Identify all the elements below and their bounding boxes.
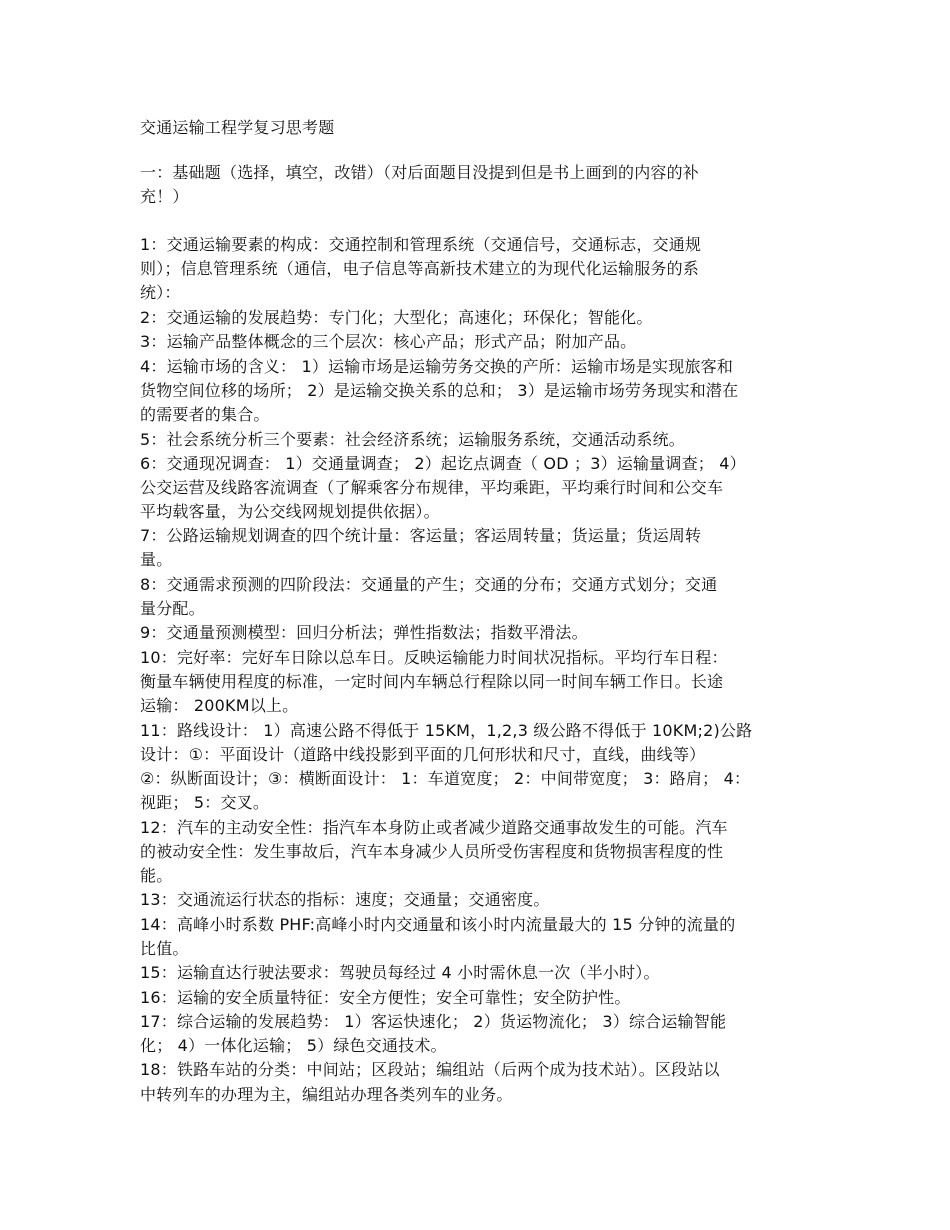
text-line: 15：运输直达行驶法要求：驾驶员每经过 4 小时需休息一次（半小时）。 <box>140 963 660 982</box>
document-title: 交通运输工程学复习思考题 <box>140 118 335 137</box>
text-line: 公交运营及线路客流调查（了解乘客分布规律，平均乘距，平均乘行时间和公交车 <box>140 478 724 497</box>
text-line: 中转列车的办理为主，编组站办理各类列车的业务。 <box>140 1085 513 1104</box>
text-line: 量分配。 <box>140 599 205 618</box>
text-line: 化； 4）一体化运输； 5）绿色交通技术。 <box>140 1036 447 1055</box>
text-line: 的被动安全性：发生事故后，汽车本身减少人员所受伤害程度和货物损害程度的性 <box>140 842 724 861</box>
text-line: 18：铁路车站的分类：中间站；区段站；编组站（后两个成为技术站）。区段站以 <box>140 1060 720 1079</box>
text-line: 平均载客量，为公交线网规划提供依据）。 <box>140 502 440 521</box>
text-line: 能。 <box>140 866 173 885</box>
text-line: 16：运输的安全质量特征：安全方便性；安全可靠性；安全防护性。 <box>140 988 631 1007</box>
text-line: 的需要者的集合。 <box>140 405 270 424</box>
text-line: 8：交通需求预测的四阶段法：交通量的产生；交通的分布；交通方式划分；交通 <box>140 575 718 594</box>
text-line: 14：高峰小时系数 PHF:高峰小时内交通量和该小时内流量最大的 15 分钟的流量的 <box>140 915 736 934</box>
text-line: 比值。 <box>140 939 189 958</box>
text-line: 13：交通流运行状态的指标：速度；交通量；交通密度。 <box>140 890 550 909</box>
text-line: 统）： <box>140 283 181 302</box>
text-line: 货物空间位移的场所； 2）是运输交换关系的总和； 3）是运输市场劳务现实和潜在 <box>140 381 739 400</box>
text-line: 7：公路运输规划调查的四个统计量：客运量；客运周转量；货运量；货运周转 <box>140 526 702 545</box>
text-line: 衡量车辆使用程度的标准，一定时间内车辆总行程除以同一时间车辆工作日。长途 <box>140 672 724 691</box>
text-line: 视距； 5：交叉。 <box>140 793 270 812</box>
text-line: 10：完好率：完好车日除以总车日。反映运输能力时间状况指标。平均行车日程： <box>140 648 728 667</box>
text-line: 一：基础题（选择，填空，改错）（对后面题目没提到但是书上画到的内容的补 <box>140 163 700 182</box>
text-line: 1：交通运输要素的构成：交通控制和管理系统（交通信号，交通标志，交通规 <box>140 235 702 254</box>
text-line: 充！） <box>140 187 189 206</box>
text-line: 4：运输市场的含义： 1）运输市场是运输劳务交换的产所：运输市场是实现旅客和 <box>140 357 734 376</box>
text-line: ②：纵断面设计；③：横断面设计： 1：车道宽度； 2：中间带宽度； 3：路肩； 4： <box>140 769 751 788</box>
text-line: 11：路线设计： 1）高速公路不得低于 15KM，1,2,3 级公路不得低于 10KM;2)公路 <box>140 721 753 740</box>
text-line: 设计：①：平面设计（道路中线投影到平面的几何形状和尺寸，直线，曲线等） <box>140 745 706 764</box>
text-line: 9：交通量预测模型：回归分析法；弹性指数法；指数平滑法。 <box>140 623 588 642</box>
text-line: 运输： 200KM以上。 <box>140 696 299 715</box>
text-line: 12：汽车的主动安全性：指汽车本身防止或者减少道路交通事故发生的可能。汽车 <box>140 818 728 837</box>
text-line: 5：社会系统分析三个要素：社会经济系统；运输服务系统，交通活动系统。 <box>140 430 685 449</box>
text-line: 量。 <box>140 550 173 569</box>
text-line: 2：交通运输的发展趋势：专门化；大型化；高速化；环保化；智能化。 <box>140 308 653 327</box>
text-line: 3：运输产品整体概念的三个层次：核心产品；形式产品；附加产品。 <box>140 332 637 351</box>
text-line: 则）；信息管理系统（通信，电子信息等高新技术建立的为现代化运输服务的系 <box>140 259 700 278</box>
text-line: 6：交通现况调查： 1）交通量调查； 2）起讫点调查（ OD ；3）运输量调查； 4） <box>140 454 746 473</box>
text-line: 17：综合运输的发展趋势： 1）客运快速化； 2）货运物流化； 3）综合运输智能 <box>140 1012 727 1031</box>
